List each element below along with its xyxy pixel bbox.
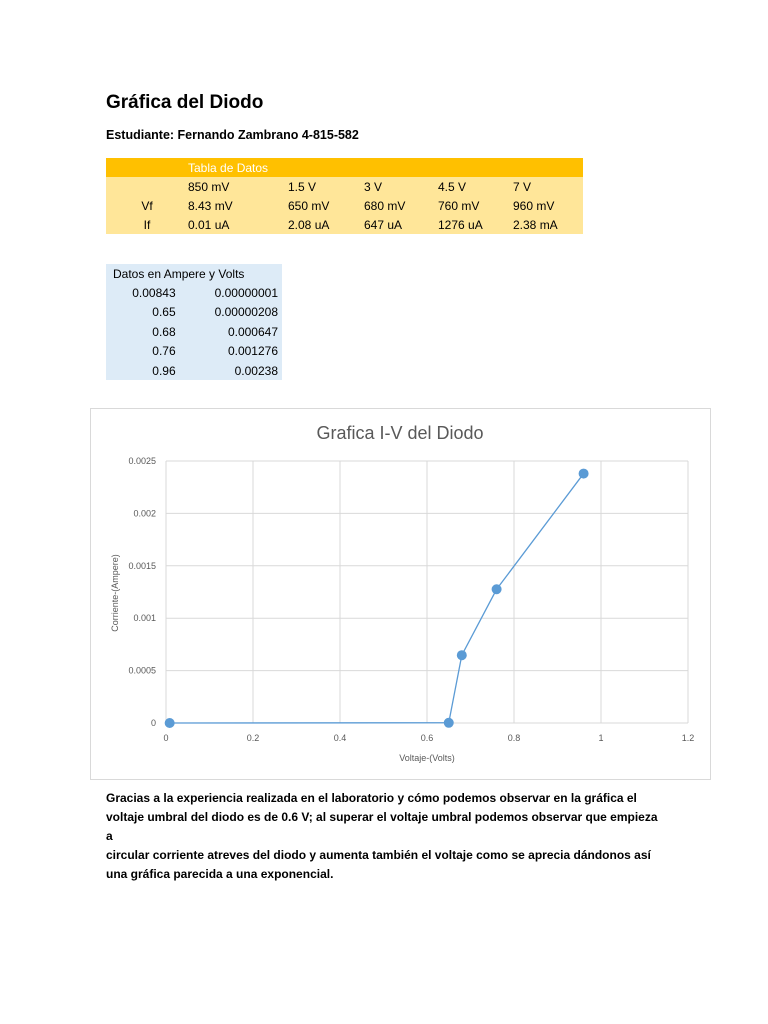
table-cell: 650 mV [288, 196, 364, 215]
table-cell: 960 mV [513, 196, 583, 215]
x-tick-label: 1.2 [681, 733, 695, 743]
table-cell: 0.00843 [132, 286, 176, 301]
table-row [106, 361, 282, 380]
iv-chart-svg [91, 409, 710, 779]
table-cell: 647 uA [364, 215, 438, 234]
page-title: Gráfica del Diodo [106, 92, 264, 113]
x-tick-label: 0.8 [507, 733, 521, 743]
table-cell: 0.001276 [227, 344, 278, 359]
table-cell: 2.38 mA [513, 215, 583, 234]
table-cell: 3 V [364, 177, 438, 196]
table-cell: 0.00000001 [214, 286, 278, 301]
y-tick-label: 0 [150, 718, 156, 728]
data-table-header: Tabla de Datos [188, 158, 583, 177]
table-cell: 0.01 uA [188, 215, 288, 234]
table-cell: 7 V [513, 177, 583, 196]
y-tick-label: 0.002 [133, 508, 156, 519]
y-tick-label: 0.0015 [128, 560, 156, 571]
table-cell: 0.65 [152, 305, 176, 320]
y-tick-label: 0.0005 [128, 665, 156, 676]
conclusion-paragraph [106, 789, 666, 884]
table-cell: 0.00000208 [214, 305, 278, 320]
data-point [492, 585, 501, 594]
x-tick-label: 0 [163, 733, 169, 743]
table-cell: 0.00238 [234, 363, 278, 378]
table-row [106, 177, 583, 196]
conclusion-line: circular corriente atreves del diodo y aumenta también el voltaje como se aprecia dándonos así [106, 848, 651, 862]
data-point [165, 718, 174, 727]
data-table [106, 158, 583, 234]
table-cell: 680 mV [364, 196, 438, 215]
x-tick-label: 0.6 [420, 733, 434, 743]
data-point [457, 651, 466, 660]
table-row [106, 283, 282, 302]
table-cell: Vf [106, 196, 188, 215]
table-cell: 8.43 mV [188, 196, 288, 215]
iv-chart [90, 408, 711, 780]
table-cell: 1276 uA [438, 215, 513, 234]
table-cell: 0.68 [152, 324, 176, 339]
data-point [579, 469, 588, 478]
x-tick-label: 0.4 [333, 733, 347, 743]
y-axis-label: Corriente-(Ampere) [110, 554, 120, 632]
y-tick-label: 0.001 [133, 613, 156, 624]
x-tick-label: 1 [598, 733, 604, 743]
table-cell: If [106, 215, 188, 234]
table-cell: 760 mV [438, 196, 513, 215]
table-cell: 4.5 V [438, 177, 513, 196]
table-row [106, 196, 583, 215]
chart-title: Grafica I-V del Diodo [316, 423, 484, 443]
data-table-header-row [106, 158, 583, 177]
chart-series [165, 469, 588, 727]
chart-grid [166, 461, 688, 723]
table-row [106, 215, 583, 234]
table-cell: 1.5 V [288, 177, 364, 196]
ampere-volts-header-row [106, 264, 282, 283]
x-axis-label: Voltaje-(Volts) [399, 753, 455, 763]
ampere-volts-table [106, 264, 282, 380]
chart-ticks [128, 456, 694, 743]
student-line: Estudiante: Fernando Zambrano 4-815-582 [106, 128, 359, 142]
x-tick-label: 0.2 [246, 733, 260, 743]
table-row [106, 322, 282, 341]
series-line [170, 474, 584, 723]
table-cell: 0.96 [152, 363, 176, 378]
conclusion-line: Gracias a la experiencia realizada en el laboratorio y cómo podemos observar en la gráfica el [106, 791, 637, 805]
table-cell: 0.000647 [227, 324, 278, 339]
table-cell [106, 177, 188, 196]
data-point [444, 718, 453, 727]
y-tick-label: 0.0025 [128, 456, 156, 466]
table-cell: 2.08 uA [288, 215, 364, 234]
ampere-volts-header: Datos en Ampere y Volts [113, 266, 245, 281]
table-cell: 850 mV [188, 177, 288, 196]
conclusion-line: voltaje umbral del diodo es de 0.6 V; al superar el voltaje umbral podemos observar que empieza a [106, 810, 658, 843]
conclusion-line: una gráfica parecida a una exponencial. [106, 867, 334, 881]
table-row [106, 342, 282, 361]
table-cell: 0.76 [152, 344, 176, 359]
table-row [106, 303, 282, 322]
